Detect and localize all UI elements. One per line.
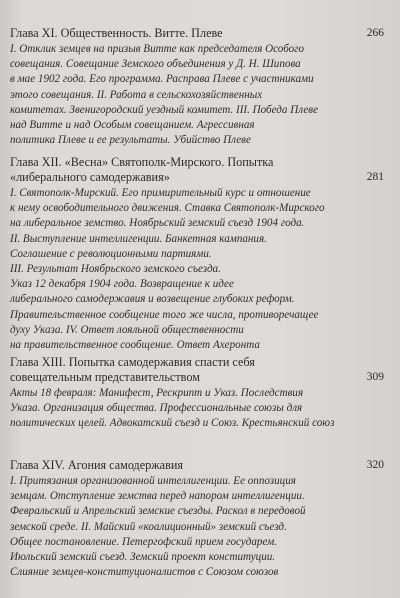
chapter-title-line: «либерального самодержавия» [10, 170, 170, 184]
chapter-title [10, 170, 384, 185]
chapter-title-line: Глава XI. Общественность. Витте. Плеве [10, 26, 223, 40]
description-line: политика Плеве и ее результаты. Убийство Плеве [10, 134, 251, 147]
chapter-title [10, 26, 384, 41]
description-line: Акты 18 февраля: Манифест, Рескрипт и Указ. Последствия [10, 387, 304, 399]
description-line: этого совещания. II. Работа в сельскохозяйственных [10, 88, 263, 101]
chapter-description [10, 186, 384, 353]
description-line: земцам. Отступление земства перед напором интеллигенции. [10, 490, 305, 503]
chapter-description [10, 386, 384, 432]
description-line: политических целей. Адвокатский съезд и Союз. Крестьянский союз [10, 417, 335, 430]
description-line: на правительственное сообщение. Ответ Ахеронта [10, 339, 260, 352]
description-line: в мае 1902 года. Его программа. Расправа Плеве с участниками [10, 73, 314, 86]
description-line: Правительственное сообщение того же числа, противоречащее [10, 308, 319, 321]
chapter-title-line: Глава XII. «Весна» Святополк-Мирского. Попытка [10, 155, 274, 169]
description-line: либерального самодержавия и возвещение глубоких реформ. [10, 293, 295, 306]
chapter-title-line: Глава XIII. Попытка самодержавия спасти себя [10, 355, 255, 369]
chapter-title-line: совещательным представительством [10, 370, 200, 384]
description-line: Общее постановление. Петергофский прием государем. [10, 535, 277, 548]
page-number: 309 [366, 371, 384, 383]
chapter-description [10, 42, 384, 148]
chapter-title [10, 370, 384, 385]
description-line: духу Указа. IV. Ответ лояльной общественности [10, 323, 244, 336]
chapter-title [10, 355, 384, 370]
description-line: Соглашение с революционными партиями. [10, 247, 212, 260]
page-number: 320 [366, 459, 384, 471]
page-number: 281 [366, 171, 384, 183]
chapter-14 [10, 458, 384, 580]
description-line: Февральский и Апрельский земские съезды. Раскол в передовой [10, 505, 306, 518]
chapter-title [10, 155, 384, 170]
description-line: земской среде. II. Майский «коалиционный» земский съезд. [10, 520, 287, 533]
chapter-description [10, 474, 384, 580]
description-line: III. Результат Ноябрьского земского съезда. [10, 263, 221, 276]
description-line: совещания. Совещание Земского объединения у Д. Н. Шипова [10, 58, 301, 71]
page-number: 266 [366, 27, 384, 39]
description-line: на либеральное земство. Ноябрьский земский съезд 1904 года. [10, 217, 305, 230]
chapter-13 [10, 355, 384, 432]
description-line: над Витте и над Особым совещанием. Агрессивная [10, 119, 255, 132]
chapter-11 [10, 26, 384, 148]
chapter-12 [10, 155, 384, 353]
description-line: II. Выступление интеллигенции. Банкетная кампания. [10, 232, 267, 245]
chapter-title-line: Глава XIV. Агония самодержавия [10, 458, 183, 472]
description-line: I. Святополк-Мирский. Его примирительный курс и отношение [10, 187, 311, 199]
chapter-title [10, 458, 384, 473]
description-line: Июльский земский съезд. Земский проект конституции. [10, 551, 276, 564]
description-line: Указ 12 декабря 1904 года. Возвращение к идее [10, 278, 234, 291]
description-line: Слияние земцев-конституционалистов с Союзом союзов [10, 566, 279, 579]
description-line: к нему освободительного движения. Ставка Святополк-Мирского [10, 202, 325, 215]
description-line: I. Притязания организованной интеллигенции. Ее оппозиция [10, 475, 296, 487]
description-line: комитетах. Звенигородский уездный комитет. III. Победа Плеве [10, 103, 318, 116]
description-line: Указа. Организация общества. Профессиональные союзы для [10, 402, 303, 415]
description-line: I. Отклик земцев на призыв Витте как председателя Особого [10, 43, 305, 55]
